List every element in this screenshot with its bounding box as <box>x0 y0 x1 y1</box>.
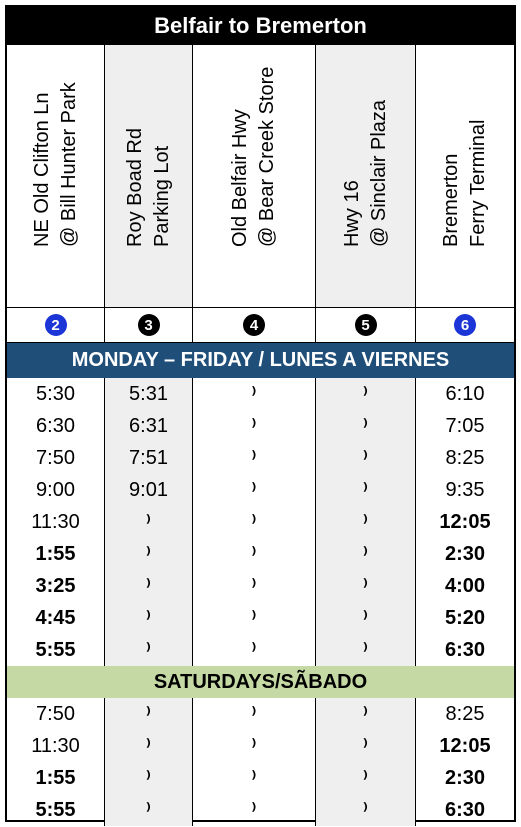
stop-number-cell <box>416 308 514 342</box>
stop-number-badge: 5 <box>355 314 377 336</box>
time-cell: 11:30 <box>31 510 80 533</box>
stop-name-line2: @ Bear Creek Store <box>256 66 278 247</box>
stop-name <box>122 128 176 247</box>
pass-through-mark: ⁾ <box>363 415 368 436</box>
time-column-5 <box>416 378 514 666</box>
stop-header-1 <box>7 45 105 307</box>
time-cell: 1:55 <box>35 766 76 789</box>
pass-through-mark: ⁾ <box>251 735 257 756</box>
stop-header-4 <box>316 45 416 307</box>
stop-name-line1: NE Old Clifton Ln <box>30 92 53 247</box>
stop-name <box>438 120 492 247</box>
pass-through-mark: ⁾ <box>146 703 151 724</box>
pass-through-mark: ⁾ <box>251 447 257 468</box>
pass-through-mark: ⁾ <box>146 767 151 788</box>
pass-through-mark: ⁾ <box>146 543 151 564</box>
stop-name-line2: Parking Lot <box>150 145 173 247</box>
schedule-title: Belfair to Bremerton <box>7 7 514 45</box>
pass-through-mark: ⁾ <box>146 639 151 660</box>
pass-through-mark: ⁾ <box>363 799 368 820</box>
time-column-4 <box>316 698 416 826</box>
time-cell: 11:30 <box>31 734 80 757</box>
time-cell: 9:35 <box>445 478 485 501</box>
stop-name-line2: @ Sinclair Plaza <box>367 99 390 247</box>
pass-through-mark: ⁾ <box>251 511 257 532</box>
pass-through-mark: ⁾ <box>363 639 368 660</box>
pass-through-mark: ⁾ <box>363 767 368 788</box>
stop-number-cell <box>105 308 193 342</box>
pass-through-mark: ⁾ <box>251 479 257 500</box>
stop-header-3 <box>193 45 316 307</box>
stop-number-cell <box>316 308 416 342</box>
stop-name-line1: Old Belfair Hwy <box>229 109 251 247</box>
time-column-1 <box>7 378 105 666</box>
pass-through-mark: ⁾ <box>251 639 257 660</box>
stop-number-badge: 6 <box>454 314 476 336</box>
time-cell: 5:55 <box>35 798 76 821</box>
pass-through-mark: ⁾ <box>251 415 257 436</box>
pass-through-mark: ⁾ <box>146 607 151 628</box>
time-cell: 1:55 <box>35 542 76 565</box>
stop-name <box>339 100 393 247</box>
pass-through-mark: ⁾ <box>251 703 257 724</box>
time-cell: 5:30 <box>36 382 75 405</box>
pass-through-mark: ⁾ <box>146 511 151 532</box>
stop-name-line2: @ Bill Hunter Park <box>57 82 80 247</box>
pass-through-mark: ⁾ <box>251 543 257 564</box>
time-cell: 7:51 <box>129 446 168 469</box>
pass-through-mark: ⁾ <box>251 767 257 788</box>
stop-number-cell <box>7 308 105 342</box>
stop-name <box>29 82 83 247</box>
schedule-table <box>5 5 516 822</box>
time-cell: 6:30 <box>444 798 486 821</box>
time-cell: 6:10 <box>445 382 485 405</box>
time-column-3 <box>193 378 316 666</box>
stop-name-line1: Bremerton <box>440 153 462 247</box>
pass-through-mark: ⁾ <box>363 543 368 564</box>
stop-number-row <box>7 307 514 343</box>
time-cell: 6:31 <box>129 414 168 437</box>
time-column-4 <box>316 378 416 666</box>
time-cell: 5:31 <box>129 382 168 405</box>
time-cell: 7:50 <box>36 446 75 469</box>
time-column-3 <box>193 698 316 826</box>
pass-through-mark: ⁾ <box>363 511 368 532</box>
time-cell: 9:01 <box>129 478 168 501</box>
stop-number-badge: 2 <box>45 314 67 336</box>
stop-number-badge: 3 <box>138 314 160 336</box>
stop-header-5 <box>416 45 514 307</box>
stop-name-line1: Hwy 16 <box>340 180 363 247</box>
time-cell: 8:25 <box>445 446 485 469</box>
pass-through-mark: ⁾ <box>363 479 368 500</box>
pass-through-mark: ⁾ <box>363 703 368 724</box>
stop-name-line1: Roy Boad Rd <box>123 128 146 247</box>
pass-through-mark: ⁾ <box>251 575 257 596</box>
time-column-1 <box>7 698 105 826</box>
time-cell: 4:00 <box>444 574 486 597</box>
time-cell: 4:45 <box>35 606 76 629</box>
weekday-section-header: MONDAY – FRIDAY / LUNES A VIERNES <box>7 343 514 378</box>
pass-through-mark: ⁾ <box>251 607 257 628</box>
time-cell: 7:50 <box>36 702 75 725</box>
saturday-section-header: SATURDAYS/SÃBADO <box>7 666 514 698</box>
pass-through-mark: ⁾ <box>363 735 368 756</box>
time-cell: 12:05 <box>439 510 491 533</box>
time-column-2 <box>105 698 193 826</box>
time-column-2 <box>105 378 193 666</box>
time-cell: 7:05 <box>445 414 485 437</box>
stop-number-cell <box>193 308 316 342</box>
stop-header-2 <box>105 45 193 307</box>
pass-through-mark: ⁾ <box>146 575 151 596</box>
time-cell: 2:30 <box>444 766 486 789</box>
pass-through-mark: ⁾ <box>251 383 257 404</box>
time-cell: 12:05 <box>439 734 491 757</box>
time-cell: 8:25 <box>445 702 485 725</box>
stop-name <box>227 67 281 247</box>
pass-through-mark: ⁾ <box>146 799 151 820</box>
stop-name-line2: Ferry Terminal <box>467 119 489 247</box>
pass-through-mark: ⁾ <box>146 735 151 756</box>
pass-through-mark: ⁾ <box>363 575 368 596</box>
time-cell: 2:30 <box>444 542 486 565</box>
pass-through-mark: ⁾ <box>363 383 368 404</box>
time-cell: 6:30 <box>444 638 486 661</box>
pass-through-mark: ⁾ <box>363 607 368 628</box>
pass-through-mark: ⁾ <box>251 799 257 820</box>
time-cell: 6:30 <box>36 414 75 437</box>
pass-through-mark: ⁾ <box>363 447 368 468</box>
time-cell: 9:00 <box>36 478 75 501</box>
time-cell: 3:25 <box>35 574 76 597</box>
time-cell: 5:55 <box>35 638 76 661</box>
stop-number-badge: 4 <box>243 314 265 336</box>
time-cell: 5:20 <box>444 606 486 629</box>
time-column-5 <box>416 698 514 826</box>
